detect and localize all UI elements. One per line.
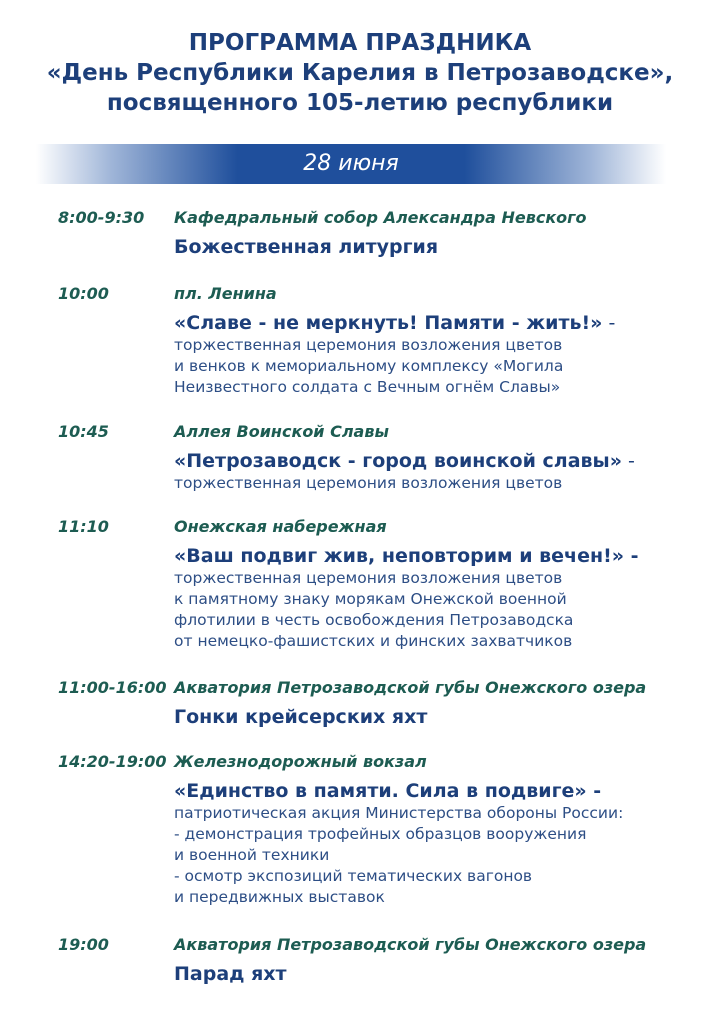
- event-time: 11:00-16:00: [58, 678, 167, 697]
- event-venue: Онежская набережная: [174, 517, 387, 536]
- event-title-text: «Ваш подвиг жив, неповторим и вечен!» -: [174, 545, 639, 567]
- date-label: 28 июня: [303, 151, 399, 176]
- event-venue: Железнодорожный вокзал: [174, 752, 427, 771]
- event-time: 8:00-9:30: [58, 208, 145, 227]
- event-description-line: к памятному знаку морякам Онежской военной: [174, 590, 567, 608]
- event-description-line: торжественная церемония возложения цветов: [174, 336, 563, 354]
- program-header: [0, 28, 720, 118]
- event-title: [174, 311, 615, 335]
- event-title: [174, 235, 438, 259]
- event-description-line: торжественная церемония возложения цветов: [174, 569, 563, 587]
- event-title-dash: -: [622, 450, 635, 472]
- event-description-line: и передвижных выставок: [174, 888, 385, 906]
- event-description-line: и венков к мемориальному комплексу «Могила: [174, 357, 564, 375]
- event-title-text: «Единство в памяти. Сила в подвиге» -: [174, 780, 602, 802]
- event-time: 10:00: [58, 284, 109, 303]
- event-title-text: Божественная литургия: [174, 236, 439, 258]
- event-venue: Аллея Воинской Славы: [174, 422, 389, 441]
- event-title-text: Парад яхт: [174, 963, 287, 985]
- event-venue: пл. Ленина: [174, 284, 277, 303]
- event-description-line: и военной техники: [174, 846, 330, 864]
- event-venue: Акватория Петрозаводской губы Онежского озера: [174, 935, 647, 954]
- event-time: 19:00: [58, 935, 109, 954]
- event-title-text: «Петрозаводск - город воинской славы»: [174, 450, 623, 472]
- event-title-text: «Славе - не меркнуть! Памяти - жить!»: [174, 312, 603, 334]
- event-description-line: патриотическая акция Министерства обороны России:: [174, 804, 624, 822]
- event-title: [174, 705, 427, 729]
- event-time: 11:10: [58, 517, 109, 536]
- event-description-line: флотилии в честь освобождения Петрозаводска: [174, 611, 574, 629]
- event-description-line: торжественная церемония возложения цветов: [174, 474, 563, 492]
- event-title-dash: -: [602, 312, 616, 334]
- event-venue: Кафедральный собор Александра Невского: [174, 208, 587, 227]
- event-title-text: Гонки крейсерских яхт: [174, 706, 428, 728]
- event-description-line: - демонстрация трофейных образцов вооружения: [174, 825, 587, 843]
- program-subtitle-2: посвященного 105-летию республики: [106, 90, 614, 116]
- event-time: 14:20-19:00: [58, 752, 167, 771]
- event-title: [174, 779, 601, 803]
- program-subtitle: «День Республики Карелия в Петрозаводске»,: [46, 60, 674, 86]
- event-description-line: Неизвестного солдата с Вечным огнём Славы»: [174, 378, 561, 396]
- event-time: 10:45: [58, 422, 109, 441]
- event-title: [174, 449, 635, 473]
- program-heading: ПРОГРАММА ПРАЗДНИКА: [188, 30, 532, 56]
- event-title: [174, 544, 639, 568]
- event-venue: Акватория Петрозаводской губы Онежского озера: [174, 678, 647, 697]
- event-description-line: от немецко-фашистских и финских захватчиков: [174, 632, 573, 650]
- event-description-line: - осмотр экспозиций тематических вагонов: [174, 867, 533, 885]
- event-title: [174, 962, 287, 986]
- date-banner: [36, 144, 666, 184]
